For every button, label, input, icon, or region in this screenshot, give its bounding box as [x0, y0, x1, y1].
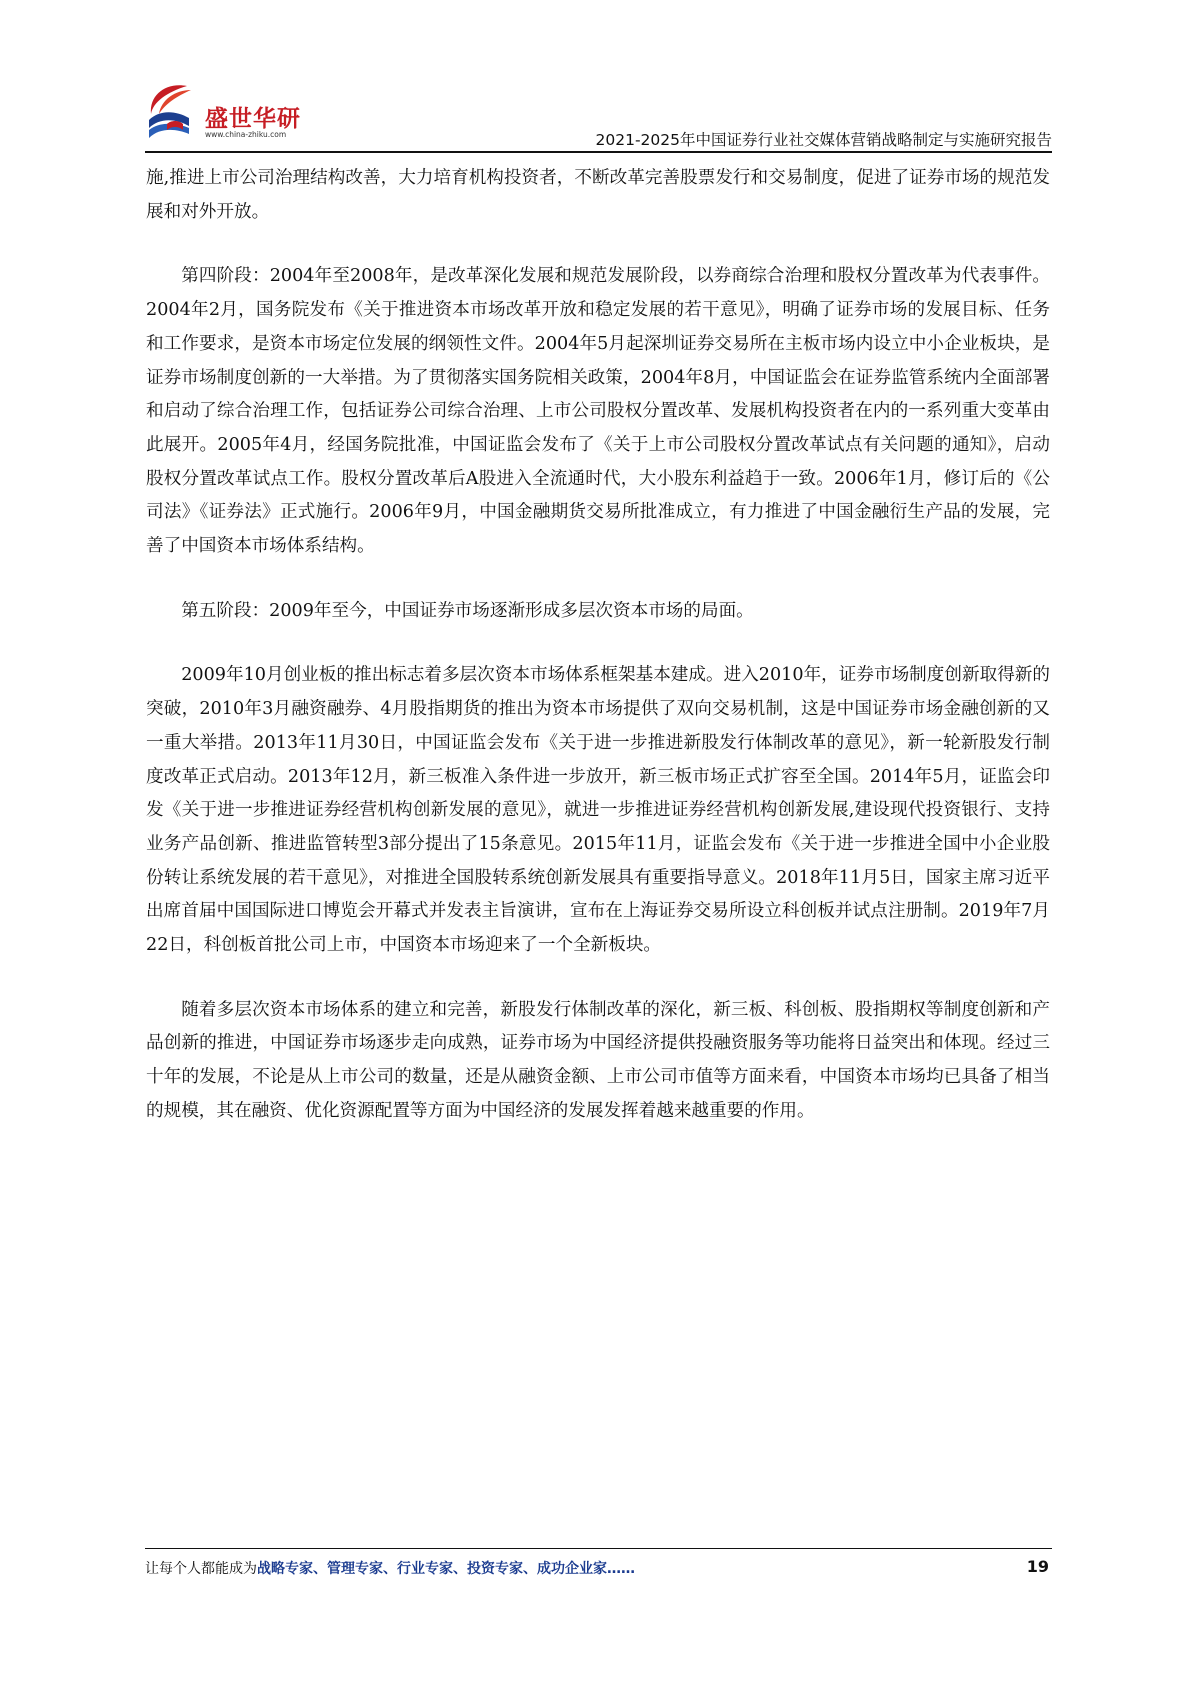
paragraph-stage-five-detail: 2009年10月创业板的推出标志着多层次资本市场体系框架基本建成。进入2010年，证券市场制度创新取得新的突破，2010年3月融资融券、4月股指期货的推出为资本市场提供了双向交易机制，这是中国证券市场金融创新的又一重大举措。2013年11月30日，中国证监会发布《关于进一步推进新股发行体制改革的意见》，新一轮新股发行制度改革正式启动。2013年12月，新三板准入条件进一步放开，新三板市场正式扩容至全国。2014年5月，证监会印发《关于进一步推进证券经营机构创新发展的意见》，就进一步推进证券经营机构创新发展,建设现代投资银行、支持业务产品创新、推进监管转型3部分提出了15条意见。2015年11月，证监会发布《关于进一步推进全国中小企业股份转让系统发展的若干意见》，对推进全国股转系统创新发展具有重要指导意义。2018年11月5日，国家主席习近平出席首届中国国际进口博览会开幕式并发表主旨演讲，宣布在上海证券交易所设立科创板并试点注册制。2019年7月22日，科创板首批公司上市，中国资本市场迎来了一个全新板块。 [146, 665, 1050, 956]
paragraph-stage-five-heading: 第五阶段：2009年至今，中国证券市场逐渐形成多层次资本市场的局面。 [181, 600, 754, 621]
paragraph-stage-four: 第四阶段：2004年至2008年，是改革深化发展和规范发展阶段，以券商综合治理和股权分置改革为代表事件。2004年2月，国务院发布《关于推进资本市场改革开放和稳定发展的若干意见》，明确了证券市场的发展目标、任务和工作要求，是资本市场定位发展的纲领性文件。2004年5月起深圳证券交易所在主板市场内设立中小企业板块，是证券市场制度创新的一大举措。为了贯彻落实国务院相关政策，2004年8月，中国证监会在证券监管系统内全面部署和启动了综合治理工作，包括证券公司综合治理、上市公司股权分置改革、发展机构投资者在内的一系列重大变革由此展开。2005年4月，经国务院批准，中国证监会发布了《关于上市公司股权分置改革试点有关问题的通知》，启动股权分置改革试点工作。股权分置改革后A股进入全流通时代，大小股东利益趋于一致。2006年1月，修订后的《公司法》《证券法》正式施行。2006年9月，中国金融期货交易所批准成立，有力推进了中国金融衍生产品的发展，完善了中国资本市场体系结构。 [146, 266, 1050, 557]
page-header [145, 80, 1052, 154]
report-title: 2021-2025年中国证券行业社交媒体营销战略制定与实施研究报告 [595, 131, 1052, 149]
footer-divider [145, 1548, 1052, 1549]
body-text [146, 162, 1050, 1160]
paragraph-conclusion: 随着多层次资本市场体系的建立和完善，新股发行体制改革的深化，新三板、科创板、股指期权等制度创新和产品创新的推进，中国证券市场逐步走向成熟，证券市场为中国经济提供投融资服务等功能将日益突出和体现。经过三十年的发展，不论是从上市公司的数量，还是从融资金额、上市公司市值等方面来看，中国资本市场均已具备了相当的规模，其在融资、优化资源配置等方面为中国经济的发展发挥着越来越重要的作用。 [146, 999, 1050, 1121]
page-number: 19 [1026, 1557, 1049, 1576]
footer-slogan-prefix: 让每个人都能成为 [145, 1561, 257, 1577]
header-divider [145, 151, 1052, 153]
paragraph-continuation: 施,推进上市公司治理结构改善，大力培育机构投资者，不断改革完善股票发行和交易制度，促进了证券市场的规范发展和对外开放。 [146, 168, 1050, 222]
logo-url: www.china-zhiku.com [205, 130, 287, 139]
company-logo [145, 80, 315, 144]
logo-wordmark: 盛世华研 [205, 106, 301, 132]
footer-slogan [145, 1558, 635, 1578]
footer-slogan-roles: 战略专家、管理专家、行业专家、投资专家、成功企业家…… [257, 1561, 635, 1577]
logo-swoosh-icon [145, 80, 207, 142]
